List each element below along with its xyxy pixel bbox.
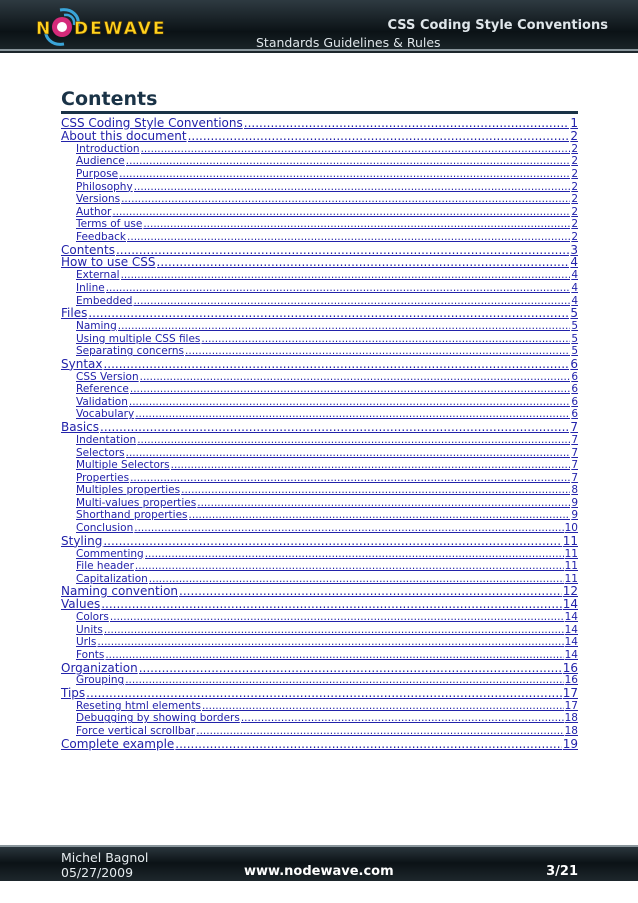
toc-subentry[interactable] [61,700,578,713]
toc-entry-page: 5 [571,345,578,358]
toc-entry-page: 2 [571,155,578,168]
toc-leader-dots [134,181,571,194]
toc-entry-label: Organization [61,660,138,675]
toc-entry-page: 14 [564,648,578,661]
toc-leader-dots [103,358,569,371]
toc-entry-page: 5 [570,306,578,321]
toc-entry-label: Complete example [61,736,175,751]
toc-leader-dots [126,447,571,460]
toc-entry-label: Capitalization [76,572,148,585]
toc-entry-page: 3 [570,242,578,257]
toc-leader-dots [100,421,569,434]
toc-entry-label: Indentation [76,433,137,446]
toc-entry[interactable] [61,130,578,143]
toc-leader-dots [126,155,571,168]
toc-entry-label: How to use CSS [61,255,156,270]
toc-entry-page: 4 [571,294,578,307]
toc-subentry[interactable] [61,282,578,295]
toc-entry-label: Philosophy [76,180,133,193]
toc-entry-label: Inline [76,281,105,294]
toc-entry-label: Multi-values properties [76,496,197,509]
toc-entry-label: Separating concerns [76,345,185,358]
toc-subentry[interactable] [61,674,578,687]
toc-entry-page: 2 [571,230,578,243]
toc-entry-label: Vocabulary [76,408,135,421]
toc-subentry[interactable] [61,143,578,156]
toc-entry-page: 7 [571,446,578,459]
toc-entry[interactable] [61,585,578,598]
toc-subentry[interactable] [61,649,578,662]
toc-subentry[interactable] [61,181,578,194]
toc-leader-dots [196,725,563,738]
toc-subentry[interactable] [61,218,578,231]
toc-entry-page: 7 [571,471,578,484]
toc-entry-page: 4 [571,269,578,282]
toc-entry-label: Selectors [76,446,125,459]
toc-entry-page: 5 [571,319,578,332]
toc-entry-page: 11 [562,533,578,548]
toc-leader-dots [157,256,570,269]
toc-entry-label: Files [61,306,88,321]
toc-entry-label: Using multiple CSS files [76,332,201,345]
heading-underline [61,111,578,114]
toc-entry-label: Properties [76,471,130,484]
toc-entry-label: Reference [76,383,129,396]
toc-subentry[interactable] [61,231,578,244]
toc-leader-dots [202,700,564,713]
toc-leader-dots [130,472,570,485]
toc-leader-dots [137,434,570,447]
toc-leader-dots [189,509,571,522]
toc-leader-dots [201,333,570,346]
toc-entry-page: 11 [564,572,578,585]
toc-leader-dots [140,371,571,384]
toc-entry-label: Audience [76,155,125,168]
toc-entry-page: 10 [564,522,578,535]
toc-leader-dots [179,585,562,598]
toc-leader-dots [244,117,570,130]
toc-entry-label: Debugging by showing borders [76,712,240,725]
toc-leader-dots [101,598,562,611]
toc-subentry[interactable] [61,193,578,206]
toc-leader-dots [133,295,570,308]
toc-leader-dots [121,269,571,282]
toc-subentry[interactable] [61,509,578,522]
toc-entry-page: 1 [570,116,578,130]
toc-leader-dots [130,383,570,396]
toc-subentry[interactable] [61,560,578,573]
toc-subentry[interactable] [61,484,578,497]
toc-entry-label: Fonts [76,648,105,661]
toc-subentry[interactable] [61,611,578,624]
toc-entry-label: Colors [76,611,109,624]
toc-leader-dots [127,231,570,244]
toc-entry-label: CSS Version [76,370,139,383]
toc-subentry[interactable] [61,345,578,358]
toc-entry[interactable] [61,117,578,130]
toc-leader-dots [135,560,564,573]
contents-heading: Contents [61,88,158,110]
toc-leader-dots [116,244,569,257]
toc-subentry[interactable] [61,206,578,219]
toc-leader-dots [112,206,570,219]
toc-entry[interactable] [61,307,578,320]
toc-entry-label: Urls [76,636,97,649]
toc-entry-label: Conclusion [76,522,134,535]
toc-entry-page: 2 [570,128,578,143]
toc-leader-dots [141,143,571,156]
toc-leader-dots [149,573,564,586]
toc-entry-page: 6 [571,370,578,383]
toc-entry-page: 16 [564,674,578,687]
toc-leader-dots [105,649,563,662]
toc-entry-label: Reseting html elements [76,699,201,712]
toc-subentry[interactable] [61,269,578,282]
toc-entry-page: 2 [571,142,578,155]
toc-entry[interactable] [61,535,578,548]
toc-entry-page: 11 [564,560,578,573]
toc-entry-label: Terms of use [76,218,143,231]
toc-entry-label: About this document [61,128,187,143]
svg-text:DEWAVE: DEWAVE [74,19,167,39]
toc-entry-page: 9 [571,496,578,509]
toc-entry[interactable] [61,598,578,611]
toc-entry-page: 19 [562,736,578,751]
toc-subentry[interactable] [61,548,578,561]
toc-leader-dots [143,218,570,231]
toc-entry-page: 18 [564,725,578,738]
toc-subentry[interactable] [61,295,578,308]
toc-entry-page: 8 [571,484,578,497]
toc-entry-page: 2 [571,218,578,231]
toc-entry-label: Grouping [76,674,125,687]
footer-author: Michel Bagnol [61,850,149,865]
toc-leader-dots [110,611,564,624]
toc-entry-page: 16 [562,660,578,675]
toc-leader-dots [121,193,570,206]
toc-subentry[interactable] [61,408,578,421]
toc-entry-page: 7 [571,459,578,472]
toc-leader-dots [104,624,564,637]
toc-entry-label: Syntax [61,356,103,371]
toc-leader-dots [119,168,570,181]
footer-date: 05/27/2009 [61,865,134,880]
toc-entry-label: Styling [61,533,103,548]
toc-entry-label: CSS Coding Style Conventions [61,116,243,130]
toc-entry-label: Contents [61,242,115,257]
toc-subentry[interactable] [61,396,578,409]
toc-subentry[interactable] [61,636,578,649]
toc-entry[interactable] [61,421,578,434]
toc-entry-page: 2 [571,180,578,193]
toc-entry-page: 6 [570,356,578,371]
toc-entry-label: Feedback [76,230,127,243]
toc-leader-dots [86,687,562,700]
toc-entry-label: Force vertical scrollbar [76,725,196,738]
toc-entry-page: 11 [564,547,578,560]
toc-entry-label: Naming [76,319,117,332]
toc-leader-dots [181,484,570,497]
toc-entry-label: External [76,269,120,282]
toc-entry-page: 4 [570,255,578,270]
toc-leader-dots [118,320,571,333]
toc-entry-label: Units [76,623,103,636]
toc-entry-label: Purpose [76,167,119,180]
toc-leader-dots [241,712,564,725]
toc-entry-page: 14 [564,636,578,649]
toc-leader-dots [145,548,564,561]
toc-entry-page: 6 [571,383,578,396]
svg-text:N: N [36,19,51,39]
toc-entry-page: 2 [571,205,578,218]
toc-entry[interactable] [61,662,578,675]
toc-leader-dots [188,130,570,143]
toc-leader-dots [129,396,570,409]
toc-leader-dots [106,282,571,295]
toc-subentry[interactable] [61,371,578,384]
toc-entry-label: Shorthand properties [76,509,188,522]
toc-entry-label: Introduction [76,142,140,155]
toc-entry-page: 6 [571,408,578,421]
toc-subentry[interactable] [61,497,578,510]
toc-subentry[interactable] [61,459,578,472]
toc-entry-page: 18 [564,712,578,725]
toc-entry-label: Versions [76,193,121,206]
footer-page-number: 3/21 [546,864,578,879]
toc-entry-page: 5 [571,332,578,345]
toc-entry-label: File header [76,560,134,573]
toc-leader-dots [171,459,571,472]
toc-entry-page: 7 [570,420,578,435]
toc-entry-page: 7 [571,433,578,446]
toc-leader-dots [197,497,570,510]
toc-subentry[interactable] [61,383,578,396]
toc-entry[interactable] [61,687,578,700]
toc-entry-label: Validation [76,395,128,408]
toc-leader-dots [185,345,570,358]
toc-leader-dots [135,408,570,421]
toc-entry-page: 9 [571,509,578,522]
toc-entry-page: 14 [564,623,578,636]
toc-entry-page: 17 [562,685,578,700]
toc-subentry[interactable] [61,725,578,738]
toc-entry-label: Values [61,597,101,612]
toc-entry-page: 14 [562,597,578,612]
toc-entry[interactable] [61,358,578,371]
toc-subentry[interactable] [61,168,578,181]
toc-entry-label: Naming convention [61,584,179,599]
toc-subentry[interactable] [61,712,578,725]
toc-subentry[interactable] [61,472,578,485]
toc-entry-label: Tips [61,685,86,700]
toc-subentry[interactable] [61,320,578,333]
toc-entry-page: 12 [562,584,578,599]
toc-entry-label: Multiple Selectors [76,459,170,472]
toc-entry-page: 2 [571,167,578,180]
toc-subentry[interactable] [61,522,578,535]
toc-entry-label: Multiples properties [76,484,181,497]
toc-subentry[interactable] [61,333,578,346]
toc-entry[interactable] [61,738,578,751]
toc-subentry[interactable] [61,447,578,460]
nodewave-logo [34,6,214,46]
footer-website: www.nodewave.com [244,864,394,879]
toc-entry-page: 6 [571,395,578,408]
document-subtitle: Standards Guidelines & Rules [256,35,441,50]
toc-entry-label: Basics [61,420,100,435]
table-of-contents [61,117,578,751]
toc-leader-dots [103,535,561,548]
toc-entry[interactable] [61,256,578,269]
toc-leader-dots [139,662,562,675]
toc-subentry[interactable] [61,155,578,168]
toc-leader-dots [125,674,563,687]
toc-leader-dots [97,636,563,649]
toc-entry-label: Embedded [76,294,133,307]
toc-entry-page: 2 [571,193,578,206]
toc-subentry[interactable] [61,434,578,447]
toc-entry-label: Commenting [76,547,144,560]
document-title: CSS Coding Style Conventions [387,18,608,33]
toc-entry-page: 14 [564,611,578,624]
toc-leader-dots [175,738,561,751]
footer-divider [0,845,638,847]
toc-entry-page: 4 [571,281,578,294]
toc-leader-dots [88,307,569,320]
toc-leader-dots [134,522,563,535]
toc-entry-label: Author [76,205,112,218]
toc-subentry[interactable] [61,624,578,637]
toc-entry-page: 17 [564,699,578,712]
